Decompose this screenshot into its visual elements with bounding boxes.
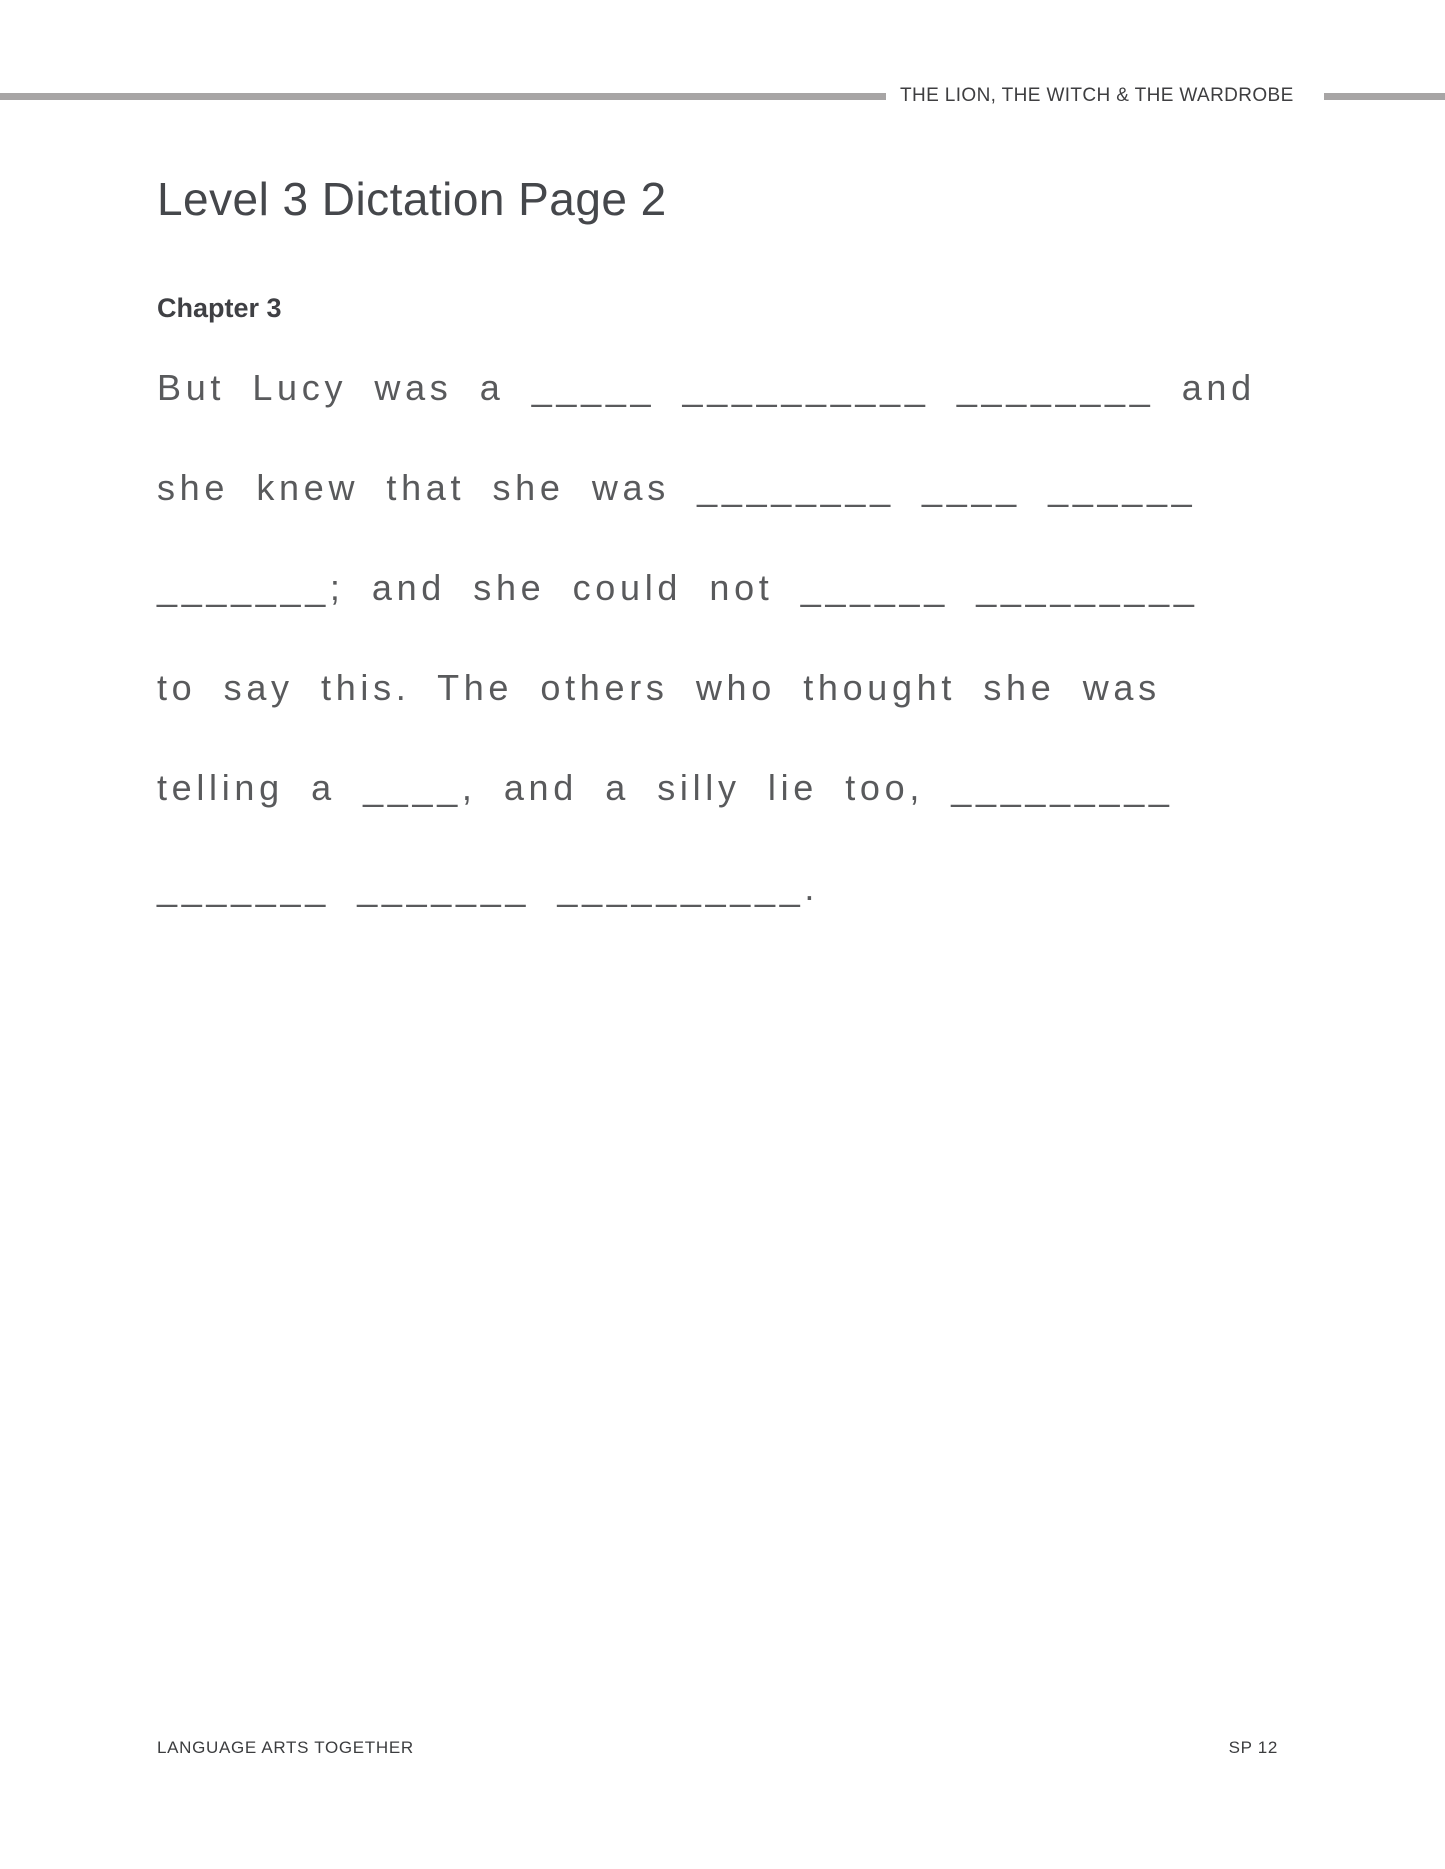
dictation-line: she knew that she was ________ ____ ______ <box>157 467 1197 508</box>
dictation-line: _______; and she could not ______ _________ <box>157 567 1199 608</box>
book-title: THE LION, THE WITCH & THE WARDROBE <box>900 85 1294 106</box>
header-rule-left <box>0 93 886 100</box>
footer-brand: LANGUAGE ARTS TOGETHER <box>157 1738 414 1757</box>
page-header <box>0 86 1445 106</box>
dictation-line: telling a ____, and a silly lie too, _________ <box>157 767 1174 808</box>
dictation-line: _______ _______ __________. <box>157 867 820 908</box>
dictation-line: But Lucy was a _____ __________ ________ and <box>157 367 1256 408</box>
dictation-line: to say this. The others who thought she was <box>157 667 1161 708</box>
footer-page-number: SP 12 <box>1228 1738 1278 1757</box>
chapter-heading: Chapter 3 <box>157 293 282 323</box>
dictation-text <box>157 338 1337 938</box>
header-rule-right <box>1324 93 1445 100</box>
page-footer <box>157 1738 1278 1758</box>
page-title: Level 3 Dictation Page 2 <box>157 173 667 225</box>
